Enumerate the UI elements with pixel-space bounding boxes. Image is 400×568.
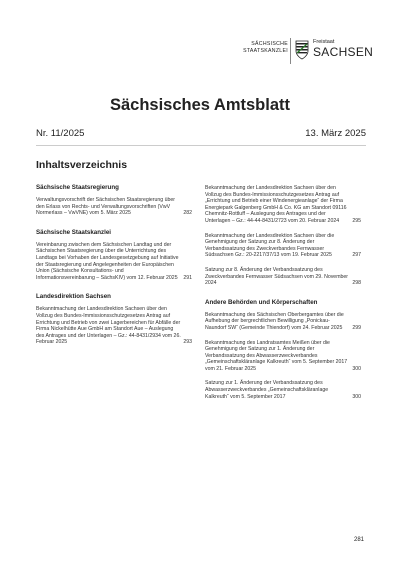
logo-freistaat: Freistaat <box>313 39 335 45</box>
header-divider <box>36 145 366 146</box>
toc-entry-text: Bekanntmachung des Sächsischen Oberbergamtes über die Aufhebung der bergrechtlichen Bewilligung „Ponickau-Naundorf SW“ (Gemeinde Thiendorf) vom 24. Februar 2025 <box>205 311 344 331</box>
toc-entry[interactable] <box>205 267 361 287</box>
toc-entry-page: 295 <box>352 217 361 224</box>
toc-entry-text: Vereinbarung zwischen dem Sächsischen Landtag und der Sächsischen Staatsregierung über die Unterrichtung des Landtags bei Vorhaben der Landesgesetzgebung auf Initiative der Staatsregierung und Angelegenheiten der Europäischen Union (Sächsische Konsultations- und Informationsvereinbarung – SächsKIV) vom 12. Februar 2025 <box>36 241 179 281</box>
toc-section-heading: Sächsische Staatskanzlei <box>36 228 111 236</box>
toc-entry-page: 300 <box>352 393 361 400</box>
toc-section-heading: Sächsische Staatsregierung <box>36 184 119 191</box>
toc-section <box>36 293 192 346</box>
toc-entry[interactable] <box>205 185 361 225</box>
toc-section-heading: Andere Behörden und Körperschaften <box>205 298 318 306</box>
toc-entry-text: Satzung zur 8. Änderung der Verbandssatzung des Zweckverbandes Fernwasser Südsachsen vom 29. November 2024 <box>205 266 349 287</box>
issue-number: Nr. 11/2025 <box>36 128 85 139</box>
toc-entry-page: 300 <box>352 365 361 372</box>
toc-entry-text: Bekanntmachung des Landratsamtes Meißen über die Genehmigung der Satzung zur 1. Änderung der Verbandssatzung des Abwasserzweckverbandes „Gemeinschaftskläranlage Kalkreuth“ vom 5. September 2017 vom 21. Februar 2025 <box>205 339 348 372</box>
page-number: 281 <box>353 537 364 543</box>
logo-left-line1: SÄCHSISCHE <box>251 41 288 47</box>
toc-entry-page: 298 <box>352 280 361 287</box>
toc-entry-page: 291 <box>183 274 192 281</box>
toc-entry-page: 293 <box>183 339 192 346</box>
toc-entry-text: Bekanntmachung der Landesdirektion Sachsen über den Vollzug des Bundes-Immissionsschutzgesetzes Antrag auf Errichtung und Betrieb von zwei Lagerbereichen für Abfälle der Firma Nickelhütte Aue GmbH am Standort Aue – Auslegung des Antrages und der Unterlagen – Gz.: 44-8431/2934 vom 26. Februar 2025 <box>36 306 181 346</box>
logo <box>226 38 374 64</box>
logo-left-text <box>243 41 288 55</box>
toc-entry[interactable] <box>36 242 192 282</box>
toc-entry[interactable] <box>205 380 361 400</box>
toc-entry[interactable] <box>205 233 361 259</box>
toc-section <box>205 299 361 401</box>
logo-left-line2: STAATSKANZLEI <box>243 48 288 54</box>
toc-entry-text: Verwaltungsvorschrift der Sächsischen Staatsregierung über den Erlass von Rechts- und Verwaltungsvorschriften (VwV Normerlass – VwVNE) vom 5. März 2025 <box>36 197 175 217</box>
toc-entry-page: 299 <box>352 324 361 331</box>
toc-entry[interactable] <box>36 306 192 346</box>
toc-section <box>36 229 192 282</box>
toc-entry[interactable] <box>205 312 361 332</box>
toc-title: Inhaltsverzeichnis <box>36 159 128 171</box>
logo-sachsen: SACHSEN <box>313 45 374 59</box>
toc-entry-text: Bekanntmachung der Landesdirektion Sachsen über die Genehmigung der Satzung zur 8. Änderung der Verbandssatzung des Zweckverbandes Fernwasser Südsachsen Gz.: 20-2217/37/13 vom 19. Februar 2025 <box>205 232 335 259</box>
issue-date: 13. März 2025 <box>305 128 366 139</box>
toc-entry[interactable] <box>36 197 192 217</box>
toc-section <box>205 185 361 287</box>
logo-right-text <box>313 39 373 59</box>
toc-entry-page: 297 <box>352 252 361 259</box>
toc-entry-text: Bekanntmachung der Landesdirektion Sachsen über den Vollzug des Bundes-Immissionsschutzgesetzes Antrag auf „Errichtung und Betrieb einer Windenergieanlage“ der Firma Energiepark Galgenberg GmbH & Co. KG am Standort 09116 Chemnitz-Rottluff – Auslegung des Antrages und der Unterlagen – Gz.: 44-44-8431/2723 vom 20. Februar 2024 <box>205 185 347 224</box>
page-title: Sächsisches Amtsblatt <box>109 96 291 114</box>
toc-entry[interactable] <box>205 340 361 373</box>
logo-divider <box>290 38 291 64</box>
toc-entry-text: Satzung zur 1. Änderung der Verbandssatzung des Abwasserzweckverbandes „Gemeinschaftskläranlage Kalkreuth“ vom 5. September 2017 <box>205 380 329 400</box>
toc-right-column <box>205 185 361 400</box>
toc-section <box>36 184 192 217</box>
saxony-crest-icon <box>295 40 309 60</box>
toc-section-heading: Landesdirektion Sachsen <box>36 293 111 301</box>
toc-left-column <box>36 184 192 346</box>
toc-entry-page: 282 <box>183 210 192 217</box>
